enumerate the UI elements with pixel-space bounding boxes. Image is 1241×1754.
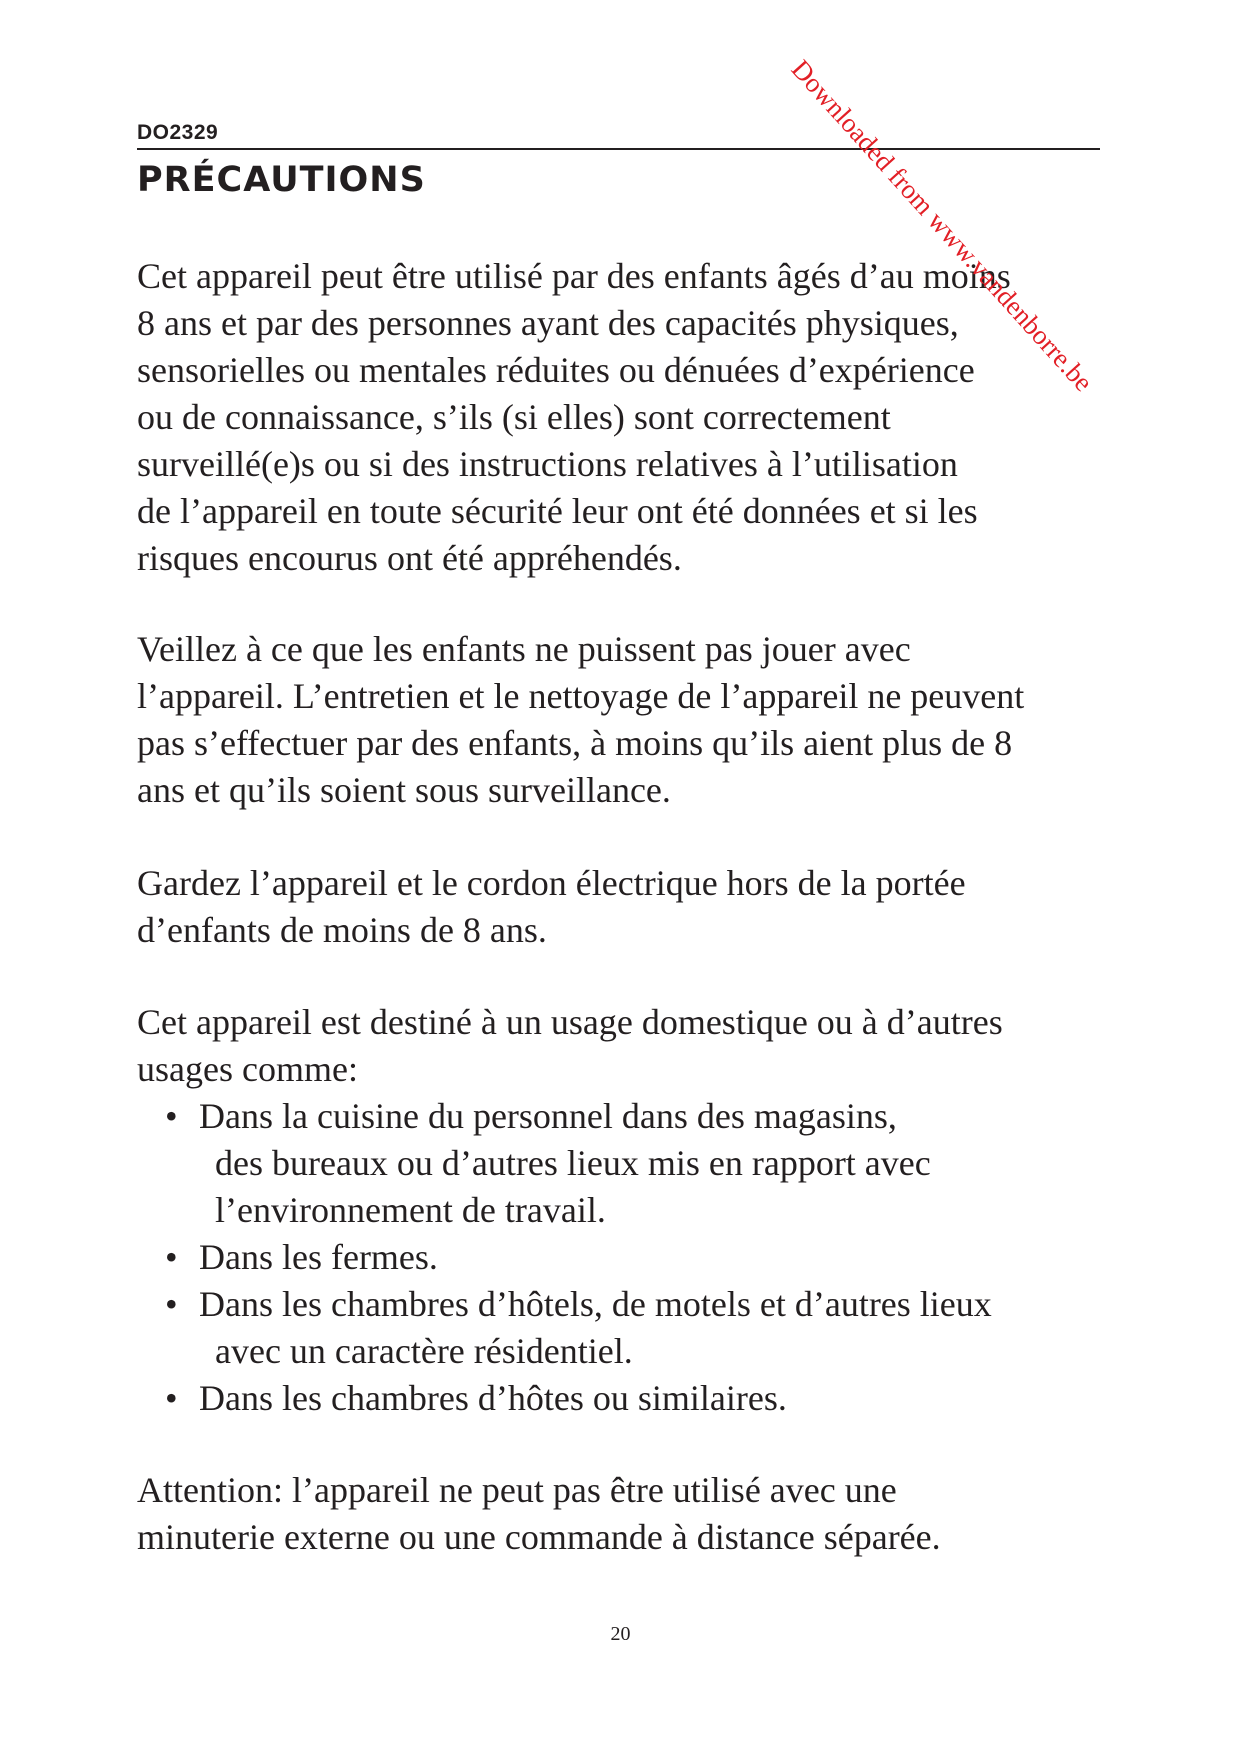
text-line: minuterie externe ou une commande à distance séparée. xyxy=(137,1517,941,1557)
text-line: usages comme: xyxy=(137,1049,358,1089)
usage-list xyxy=(137,1093,1117,1422)
text-line: ans et qu’ils soient sous surveillance. xyxy=(137,770,671,810)
list-item-continuation: avec un caractère résidentiel. xyxy=(215,1331,633,1371)
download-watermark: Downloaded from www.vandenborre.be xyxy=(785,54,1099,398)
text-line: Veillez à ce que les enfants ne puissent pas jouer avec xyxy=(137,629,911,669)
paragraph-attention xyxy=(137,1467,1117,1561)
paragraph-children-use xyxy=(137,253,1117,582)
list-item xyxy=(137,1375,1117,1422)
list-item-text: Dans les fermes. xyxy=(199,1237,438,1277)
text-line: l’appareil. L’entretien et le nettoyage de l’appareil ne peuvent xyxy=(137,676,1025,716)
list-item xyxy=(137,1093,1117,1234)
text-line: Gardez l’appareil et le cordon électrique hors de la portée xyxy=(137,863,966,903)
text-line: surveillé(e)s ou si des instructions relatives à l’utilisation xyxy=(137,444,958,484)
bullet-icon: • xyxy=(165,1096,178,1136)
paragraph-cord-reach xyxy=(137,860,1117,954)
list-item-text: Dans la cuisine du personnel dans des magasins, xyxy=(199,1096,897,1136)
text-line: ou de connaissance, s’ils (si elles) sont correctement xyxy=(137,397,891,437)
text-line: pas s’effectuer par des enfants, à moins qu’ils aient plus de 8 xyxy=(137,723,1013,763)
text-line: de l’appareil en toute sécurité leur ont été données et si les xyxy=(137,491,978,531)
text-line: Cet appareil peut être utilisé par des enfants âgés d’au moins xyxy=(137,256,1011,296)
bullet-icon: • xyxy=(165,1378,178,1418)
list-item xyxy=(137,1234,1117,1281)
text-line: 8 ans et par des personnes ayant des capacités physiques, xyxy=(137,303,959,343)
list-item-continuation: des bureaux ou d’autres lieux mis en rapport avec xyxy=(215,1143,931,1183)
header-rule xyxy=(137,148,1100,150)
text-line: sensorielles ou mentales réduites ou dénuées d’expérience xyxy=(137,350,975,390)
text-line: Cet appareil est destiné à un usage domestique ou à d’autres xyxy=(137,1002,1003,1042)
list-item xyxy=(137,1281,1117,1375)
text-line: Attention: l’appareil ne peut pas être utilisé avec une xyxy=(137,1470,897,1510)
model-number: DO2329 xyxy=(137,121,219,144)
list-item-text: Dans les chambres d’hôtes ou similaires. xyxy=(199,1378,787,1418)
bullet-icon: • xyxy=(165,1284,178,1324)
paragraph-intended-use xyxy=(137,999,1117,1422)
page-number: 20 xyxy=(610,1623,631,1645)
text-line: d’enfants de moins de 8 ans. xyxy=(137,910,547,950)
page-title: PRÉCAUTIONS xyxy=(137,160,426,200)
list-item-text: Dans les chambres d’hôtels, de motels et d’autres lieux xyxy=(199,1284,992,1324)
list-item-continuation: l’environnement de travail. xyxy=(215,1190,606,1230)
paragraph-supervision xyxy=(137,626,1117,814)
text-line: risques encourus ont été appréhendés. xyxy=(137,538,682,578)
bullet-icon: • xyxy=(165,1237,178,1277)
